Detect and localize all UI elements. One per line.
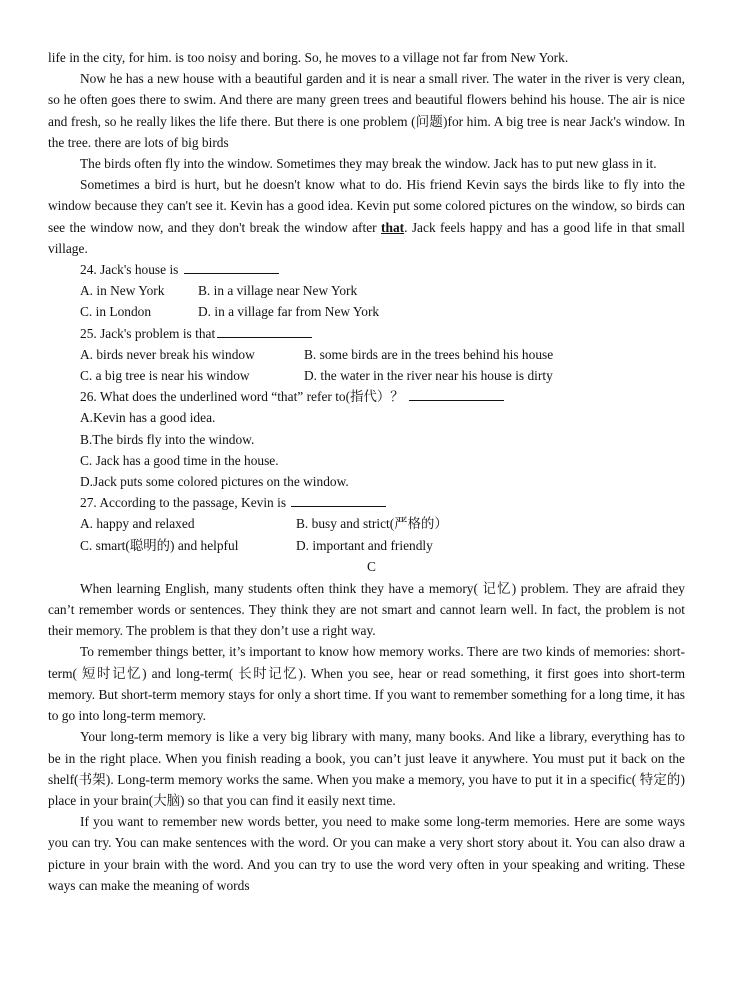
option-c[interactable]: C. in London <box>80 304 152 320</box>
passage-b-paragraph-4 <box>48 174 685 259</box>
option-d[interactable]: D. the water in the river near his house is dirty <box>304 368 553 384</box>
option-b[interactable]: B. in a village near New York <box>198 283 358 299</box>
question-27-options-row-2 <box>48 535 685 556</box>
passage-c-paragraph-2: To remember things better, it’s important to know how memory works. There are two kinds of memories: short-term( 短时记忆) and long-term( 长时记忆). When you see, hear or read something, it first goes into short-term memory. But short-term memory stays for only a short time. If you want to remember something for a long time, it has to go into long-term memory. <box>48 644 685 724</box>
option-a[interactable]: A.Kevin has a good idea. <box>80 410 216 426</box>
answer-blank[interactable] <box>184 261 279 274</box>
option-c[interactable]: C. a big tree is near his window <box>80 368 250 384</box>
passage-c-paragraph-1: When learning English, many students often think they have a memory( 记忆) problem. They are afraid they can’t remember words or sentences. They think they are not smart and cannot learn well. In fact, the problem is not their memory. The problem is that they don’t use a right way. <box>48 580 685 639</box>
option-b[interactable]: B.The birds fly into the window. <box>80 431 255 447</box>
question-26 <box>48 386 685 407</box>
question-25-options-row-2 <box>48 365 685 386</box>
paragraph-4-end: . Jack feels happy and has a good life in that small village. <box>48 219 685 256</box>
section-c-heading: C <box>367 558 376 574</box>
option-b[interactable]: B. busy and strict(严格的） <box>296 516 448 532</box>
question-27-stem: 27. According to the passage, Kevin is <box>80 495 287 511</box>
answer-blank[interactable] <box>291 494 386 507</box>
question-27-options-row-1 <box>48 513 685 534</box>
passage-b-paragraph-3: The birds often fly into the window. Sometimes they may break the window. Jack has to put new glass in it. <box>80 156 657 172</box>
question-27 <box>48 492 685 513</box>
question-24-options-row-2 <box>48 301 685 322</box>
passage-c-paragraph-3: Your long-term memory is like a very big library with many, many books. And like a library, everything has to be in the right place. When you finish reading a book, you can’t just leave it anywhere. You must put it back on the shelf(书架). Long-term memory works the same. When you make a memory, you have to put it in a specific( 特定的) place in your brain(大脑) so that you can find it easily next time. <box>48 729 685 808</box>
question-24-stem: 24. Jack's house is <box>80 262 179 278</box>
paragraph-4-text: Sometimes a bird is hurt, but he doesn't know what to do. His friend Kevin says the birds like to fly into the window because they can't see it. Kevin has a good idea. Kevin put some colored pictures on the window, so birds can see the window now, and they don't break the window after <box>48 177 685 235</box>
option-a[interactable]: A. in New York <box>80 283 165 299</box>
passage-b-paragraph-1: life in the city, for him. is too noisy and boring. So, he moves to a village not far from New York. <box>48 50 569 65</box>
option-b[interactable]: B. some birds are in the trees behind his house <box>304 346 554 362</box>
passage-b-paragraph-2: Now he has a new house with a beautiful garden and it is near a small river. The water in the river is very clean, so he often goes there to swim. And there are many green trees and beautiful flowers behind his house. The air is nice and fresh, so he really likes the life there. But there is one problem (问题)for him. A big tree is near Jack's window. In the tree. there are lots of big birds <box>48 71 685 150</box>
option-c[interactable]: C. smart(聪明的) and helpful <box>80 537 239 553</box>
answer-blank[interactable] <box>217 325 312 338</box>
passage-c-paragraph-4: If you want to remember new words better, you need to make some long-term memories. Here are some ways you can try. You can make sentences with the word. Or you can make a very short story about it. You can also draw a picture in your brain with the word. And you can try to use the word very often in your speaking and writing. These ways can make the meaning of words <box>48 814 685 893</box>
option-c[interactable]: C. Jack has a good time in the house. <box>80 452 279 468</box>
question-24-options-row-1 <box>48 280 685 301</box>
option-d[interactable]: D. in a village far from New York <box>198 304 380 320</box>
question-25-options-row-1 <box>48 344 685 365</box>
option-a[interactable]: A. birds never break his window <box>80 346 255 362</box>
question-26-stem: 26. What does the underlined word “that” refer to(指代）？ <box>80 389 404 405</box>
answer-blank[interactable] <box>409 388 504 401</box>
question-25-stem: 25. Jack's problem is that <box>80 325 216 341</box>
question-25 <box>48 323 685 344</box>
option-d[interactable]: D.Jack puts some colored pictures on the window. <box>80 474 349 490</box>
option-d[interactable]: D. important and friendly <box>296 537 433 553</box>
option-a[interactable]: A. happy and relaxed <box>80 516 195 532</box>
underlined-word-that: that <box>381 219 405 235</box>
question-24 <box>48 259 685 280</box>
document-page <box>48 47 685 896</box>
